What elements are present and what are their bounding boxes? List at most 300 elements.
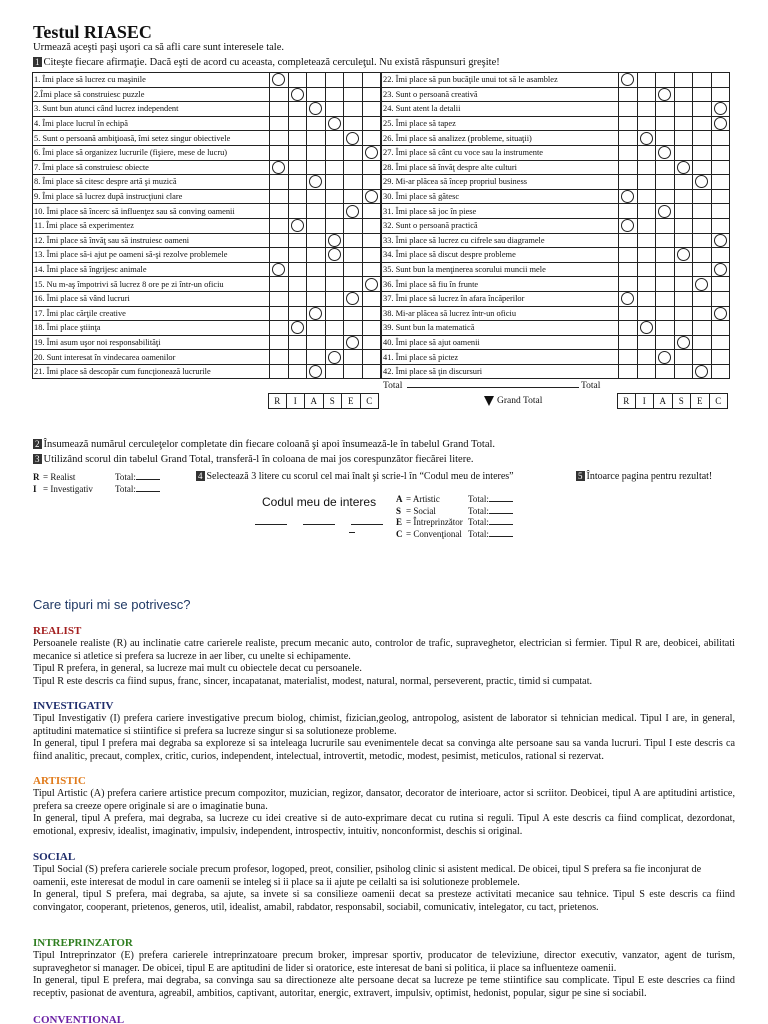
answer-cell[interactable] xyxy=(344,335,363,350)
answer-circle[interactable] xyxy=(328,248,341,261)
answer-cell xyxy=(362,204,381,219)
answer-cell xyxy=(325,73,344,88)
answer-circle[interactable] xyxy=(309,102,322,115)
answer-cell xyxy=(674,277,693,292)
question-label: 22. Îmi place să pun bucăţile unui tot să le asamblez xyxy=(382,73,619,88)
answer-cell xyxy=(362,291,381,306)
answer-cell xyxy=(619,233,638,248)
answer-circle[interactable] xyxy=(328,234,341,247)
answer-cell xyxy=(362,175,381,190)
answer-cell xyxy=(693,131,712,146)
step-1-number: 1 xyxy=(35,57,40,67)
answer-cell xyxy=(693,87,712,102)
answer-cell xyxy=(656,306,675,321)
answer-circle[interactable] xyxy=(272,161,285,174)
answer-circle[interactable] xyxy=(714,234,727,247)
answer-cell[interactable] xyxy=(325,248,344,263)
answer-cell xyxy=(637,87,656,102)
step-5-text: Întoarce pagina pentru rezultat! xyxy=(586,471,713,482)
answer-circle[interactable] xyxy=(714,102,727,115)
answer-cell[interactable] xyxy=(362,277,381,292)
section-heading: ARTISTIC xyxy=(33,775,86,787)
answer-cell xyxy=(619,160,638,175)
question-row xyxy=(33,218,381,233)
section-heading: CONVENTIONAL xyxy=(33,1014,125,1024)
answer-cell xyxy=(307,131,326,146)
answer-cell xyxy=(674,291,693,306)
question-row xyxy=(33,262,381,277)
answer-circle[interactable] xyxy=(714,307,727,320)
answer-cell xyxy=(656,175,675,190)
answer-circle[interactable] xyxy=(658,351,671,364)
answer-cell xyxy=(325,218,344,233)
riasec-letter: I xyxy=(636,393,655,409)
answer-cell xyxy=(637,204,656,219)
answer-cell[interactable] xyxy=(288,218,307,233)
answer-cell xyxy=(307,248,326,263)
answer-cell[interactable] xyxy=(619,189,638,204)
answer-cell xyxy=(619,204,638,219)
answer-cell[interactable] xyxy=(711,116,730,131)
answer-cell xyxy=(711,204,730,219)
answer-cell xyxy=(711,335,730,350)
score-left xyxy=(33,471,160,495)
answer-cell[interactable] xyxy=(637,321,656,336)
question-row xyxy=(382,248,730,263)
question-row xyxy=(382,350,730,365)
left-riasec-letters xyxy=(268,393,379,409)
answer-cell[interactable] xyxy=(619,73,638,88)
answer-cell[interactable] xyxy=(711,306,730,321)
riasec-letter: S xyxy=(673,393,692,409)
answer-cell xyxy=(637,277,656,292)
question-label: 23. Sunt o persoană creativă xyxy=(382,87,619,102)
answer-cell xyxy=(307,87,326,102)
answer-cell[interactable] xyxy=(270,73,289,88)
answer-cell xyxy=(656,102,675,117)
answer-cell xyxy=(288,233,307,248)
answer-cell xyxy=(619,175,638,190)
question-label: 20. Sunt interesat în vindecarea oamenilor xyxy=(33,350,270,365)
answer-cell xyxy=(711,73,730,88)
answer-cell[interactable] xyxy=(711,233,730,248)
question-row xyxy=(33,116,381,131)
answer-cell xyxy=(362,321,381,336)
answer-cell xyxy=(693,233,712,248)
answer-cell[interactable] xyxy=(325,233,344,248)
code-blanks[interactable] xyxy=(255,512,383,530)
answer-cell[interactable] xyxy=(674,248,693,263)
question-label: 40. Îmi place să ajut oamenii xyxy=(382,335,619,350)
answer-circle[interactable] xyxy=(291,321,304,334)
section-text: Tipul Investigativ (I) prefera cariere investigative precum biolog, chimist, fizician,geolog, antropolog, asistent de laborator si tehnician medical. Tipul I are, in general, aptitudini matematice si stiintifice si prefera sa lucreze singur si sa solutioneze probleme. In general, tipul I prefera mai degraba sa exploreze si sa inteleaga lucrurile sau evenimentele decat sa convinga alte persoane sau sa vanda lucruri. Tipul I este descris ca fiind analitic, precaut, complex, critic, curios, independent, intelectual, introvertit, metodic, modest, pesimist, meticulos, rational si rezervat. xyxy=(33,713,735,762)
answer-cell xyxy=(344,218,363,233)
score-row: S= Social Total: xyxy=(396,506,513,518)
answer-circle[interactable] xyxy=(677,248,690,261)
left-questions-table xyxy=(32,72,381,379)
answer-cell xyxy=(344,189,363,204)
answer-cell xyxy=(307,233,326,248)
question-row xyxy=(382,116,730,131)
answer-cell[interactable] xyxy=(656,350,675,365)
answer-cell xyxy=(288,116,307,131)
answer-circle[interactable] xyxy=(328,351,341,364)
answer-cell xyxy=(325,277,344,292)
question-row xyxy=(382,131,730,146)
question-label: 11. Îmi place să experimentez xyxy=(33,218,270,233)
answer-cell xyxy=(270,189,289,204)
answer-cell[interactable] xyxy=(325,350,344,365)
riasec-letter: A xyxy=(654,393,673,409)
answer-cell xyxy=(656,248,675,263)
answer-cell xyxy=(674,233,693,248)
answer-cell xyxy=(288,335,307,350)
answer-cell xyxy=(270,87,289,102)
question-row xyxy=(33,291,381,306)
answer-cell[interactable] xyxy=(362,189,381,204)
answer-cell[interactable] xyxy=(619,291,638,306)
answer-cell xyxy=(325,335,344,350)
answer-cell xyxy=(656,335,675,350)
question-label: 18. Îmi place ştiinţa xyxy=(33,321,270,336)
answer-cell xyxy=(344,306,363,321)
answer-cell[interactable] xyxy=(270,160,289,175)
answer-cell xyxy=(674,306,693,321)
answer-cell xyxy=(674,204,693,219)
answer-cell[interactable] xyxy=(711,102,730,117)
answer-cell xyxy=(619,364,638,379)
answer-cell xyxy=(270,233,289,248)
answer-cell[interactable] xyxy=(656,145,675,160)
answer-cell[interactable] xyxy=(307,306,326,321)
answer-cell xyxy=(693,116,712,131)
answer-circle[interactable] xyxy=(621,73,634,86)
answer-cell xyxy=(270,306,289,321)
answer-cell xyxy=(362,350,381,365)
answer-circle[interactable] xyxy=(291,88,304,101)
answer-cell xyxy=(619,131,638,146)
answer-circle[interactable] xyxy=(621,292,634,305)
answer-cell[interactable] xyxy=(325,116,344,131)
answer-cell xyxy=(288,189,307,204)
section-heading: REALIST xyxy=(33,625,82,637)
answer-cell xyxy=(674,262,693,277)
question-label: 19. Îmi asum uşor noi responsabilităţi xyxy=(33,335,270,350)
section-heading: INVESTIGATIV xyxy=(33,700,114,712)
step-4-text: Selectează 3 litere cu scorul cel mai înalt şi scrie-l în “Codul meu de interes” xyxy=(206,471,514,482)
answer-circle[interactable] xyxy=(291,219,304,232)
answer-cell xyxy=(637,145,656,160)
answer-cell xyxy=(362,160,381,175)
answer-cell xyxy=(637,262,656,277)
answer-cell xyxy=(344,73,363,88)
grand-total-label: Grand Total xyxy=(497,396,543,406)
answer-cell xyxy=(674,131,693,146)
answer-cell xyxy=(362,131,381,146)
answer-cell[interactable] xyxy=(674,335,693,350)
answer-cell xyxy=(288,364,307,379)
answer-cell[interactable] xyxy=(637,131,656,146)
answer-cell xyxy=(344,116,363,131)
answer-cell xyxy=(270,291,289,306)
answer-cell xyxy=(288,291,307,306)
answer-cell xyxy=(307,335,326,350)
answer-cell xyxy=(637,306,656,321)
question-label: 14. Îmi place să îngrijesc animale xyxy=(33,262,270,277)
answer-cell xyxy=(307,145,326,160)
question-row xyxy=(382,204,730,219)
question-label: 38. Mi-ar plăcea să lucrez într-un oficiu xyxy=(382,306,619,321)
answer-cell xyxy=(270,248,289,263)
answer-circle[interactable] xyxy=(714,263,727,276)
question-heading: Care tipuri mi se potrivesc? xyxy=(33,597,191,612)
question-row xyxy=(33,73,381,88)
answer-cell xyxy=(362,335,381,350)
answer-circle[interactable] xyxy=(658,146,671,159)
answer-cell xyxy=(325,262,344,277)
answer-circle[interactable] xyxy=(658,88,671,101)
answer-cell[interactable] xyxy=(674,160,693,175)
answer-circle[interactable] xyxy=(695,175,708,188)
answer-circle[interactable] xyxy=(640,321,653,334)
answer-cell xyxy=(325,145,344,160)
answer-circle[interactable] xyxy=(640,132,653,145)
answer-cell[interactable] xyxy=(307,102,326,117)
answer-circle[interactable] xyxy=(346,132,359,145)
answer-cell xyxy=(325,175,344,190)
question-label: 34. Îmi place să discut despre probleme xyxy=(382,248,619,263)
answer-cell xyxy=(307,204,326,219)
answer-cell xyxy=(307,189,326,204)
answer-cell xyxy=(325,306,344,321)
section-text: Persoanele realiste (R) au inclinatie catre carierele realiste, precum mecanic auto, controlor de trafic, supraveghetor, electrician si fermier. Tipul R are, deobicei, abilitati mecanice si atletice si prefera sa lucreze in aer liber, cu unelte si echipamente. Tipul R prefera, in general, sa lucreze mai mult cu obiectele decat cu persoanele. Tipul R este descris ca fiind supus, franc, sincer, incapatanat, materialist, modest, natural, normal, perseverent, practic, timid si cumpatat. xyxy=(33,638,735,687)
question-label: 16. Îmi place să vând lucruri xyxy=(33,291,270,306)
answer-cell xyxy=(325,321,344,336)
answer-cell[interactable] xyxy=(307,364,326,379)
question-label: 21. Îmi place să descopăr cum funcţionează lucrurile xyxy=(33,364,270,379)
answer-cell xyxy=(711,131,730,146)
answer-cell xyxy=(288,204,307,219)
answer-circle[interactable] xyxy=(346,292,359,305)
answer-cell[interactable] xyxy=(693,175,712,190)
answer-cell xyxy=(693,262,712,277)
answer-cell xyxy=(325,160,344,175)
answer-circle[interactable] xyxy=(677,161,690,174)
question-label: 4. Îmi place lucrul în echipă xyxy=(33,116,270,131)
answer-cell xyxy=(674,350,693,365)
answer-circle[interactable] xyxy=(272,263,285,276)
answer-circle[interactable] xyxy=(621,190,634,203)
question-label: 29. Mi-ar plăcea să încep propriul business xyxy=(382,175,619,190)
right-questions-table xyxy=(381,72,730,379)
answer-cell xyxy=(344,364,363,379)
answer-cell xyxy=(325,204,344,219)
answer-cell xyxy=(711,291,730,306)
answer-cell xyxy=(674,87,693,102)
answer-circle[interactable] xyxy=(695,365,708,378)
question-row xyxy=(33,350,381,365)
riasec-letter: E xyxy=(691,393,710,409)
question-row xyxy=(33,364,381,379)
answer-cell xyxy=(674,73,693,88)
answer-circle[interactable] xyxy=(346,205,359,218)
answer-cell[interactable] xyxy=(344,131,363,146)
answer-cell xyxy=(362,262,381,277)
answer-cell xyxy=(656,189,675,204)
answer-cell xyxy=(344,233,363,248)
answer-cell xyxy=(619,102,638,117)
answer-cell xyxy=(693,73,712,88)
answer-circle[interactable] xyxy=(309,307,322,320)
answer-cell xyxy=(325,189,344,204)
answer-cell[interactable] xyxy=(362,145,381,160)
answer-cell xyxy=(307,262,326,277)
answer-circle[interactable] xyxy=(714,117,727,130)
answer-cell xyxy=(674,102,693,117)
answer-circle[interactable] xyxy=(658,205,671,218)
subtitle: Urmează aceşti paşi uşori ca să afli care sunt interesele tale. xyxy=(33,42,285,53)
answer-circle[interactable] xyxy=(677,336,690,349)
question-label: 27. Îmi place să cânt cu voce sau la instrumente xyxy=(382,145,619,160)
answer-cell xyxy=(637,102,656,117)
score-row: A= Artistic Total: xyxy=(396,494,513,506)
riasec-letter: C xyxy=(361,393,380,409)
answer-cell xyxy=(288,145,307,160)
question-row xyxy=(382,233,730,248)
arrow-down-icon xyxy=(484,396,494,406)
riasec-letter: R xyxy=(268,393,287,409)
answer-cell[interactable] xyxy=(693,277,712,292)
answer-cell[interactable] xyxy=(307,175,326,190)
question-row xyxy=(33,145,381,160)
section-heading: SOCIAL xyxy=(33,851,76,863)
answer-circle[interactable] xyxy=(365,190,378,203)
answer-cell[interactable] xyxy=(656,87,675,102)
answer-cell xyxy=(637,350,656,365)
question-label: 31. Îmi place să joc în piese xyxy=(382,204,619,219)
answer-cell xyxy=(693,102,712,117)
answer-cell xyxy=(362,248,381,263)
answer-cell xyxy=(288,131,307,146)
total-line xyxy=(407,387,579,388)
question-row xyxy=(33,175,381,190)
answer-cell xyxy=(325,87,344,102)
answer-circle[interactable] xyxy=(365,278,378,291)
answer-cell xyxy=(344,350,363,365)
score-row: C= Convenţional Total: xyxy=(396,529,513,541)
answer-cell[interactable] xyxy=(270,262,289,277)
answer-cell xyxy=(362,102,381,117)
answer-cell xyxy=(693,204,712,219)
question-label: 26. Îmi place să analizez (probleme, situaţii) xyxy=(382,131,619,146)
answer-cell xyxy=(656,131,675,146)
answer-cell xyxy=(637,218,656,233)
answer-cell xyxy=(693,145,712,160)
answer-circle[interactable] xyxy=(621,219,634,232)
answer-cell xyxy=(325,364,344,379)
page-title: Testul RIASEC xyxy=(33,22,152,42)
answer-cell xyxy=(693,335,712,350)
answer-circle[interactable] xyxy=(695,278,708,291)
answer-cell xyxy=(270,335,289,350)
answer-cell xyxy=(325,102,344,117)
total-left-label: Total xyxy=(383,381,403,391)
answer-cell xyxy=(637,116,656,131)
answer-cell xyxy=(656,233,675,248)
answer-circle[interactable] xyxy=(272,73,285,86)
answer-circle[interactable] xyxy=(346,336,359,349)
answer-cell xyxy=(325,291,344,306)
answer-cell xyxy=(711,277,730,292)
answer-cell xyxy=(344,160,363,175)
question-label: 37. Îmi place să lucrez în afara încăperilor xyxy=(382,291,619,306)
step-3 xyxy=(33,454,474,465)
question-label: 9. Îmi place să lucrez după instrucţiuni clare xyxy=(33,189,270,204)
answer-circle[interactable] xyxy=(365,146,378,159)
answer-cell xyxy=(674,116,693,131)
answer-cell[interactable] xyxy=(693,364,712,379)
answer-cell xyxy=(362,306,381,321)
question-row xyxy=(382,87,730,102)
step-2-text: Însumează numărul cerculeţelor completate din fiecare coloană şi apoi însumează-le în tabelul Grand Total. xyxy=(43,439,496,450)
step-4-number: 4 xyxy=(198,471,203,481)
question-row xyxy=(33,233,381,248)
question-row xyxy=(382,277,730,292)
answer-cell xyxy=(693,321,712,336)
answer-cell xyxy=(619,262,638,277)
answer-cell xyxy=(656,73,675,88)
question-row xyxy=(33,335,381,350)
answer-cell xyxy=(270,116,289,131)
answer-cell xyxy=(637,364,656,379)
answer-cell xyxy=(656,321,675,336)
answer-cell xyxy=(344,248,363,263)
answer-cell xyxy=(637,248,656,263)
answer-circle[interactable] xyxy=(328,117,341,130)
answer-circle[interactable] xyxy=(309,175,322,188)
step-2 xyxy=(33,439,495,450)
answer-cell xyxy=(270,350,289,365)
question-label: 35. Sunt bun la menţinerea scorului muncii mele xyxy=(382,262,619,277)
answer-circle[interactable] xyxy=(309,365,322,378)
answer-cell xyxy=(711,218,730,233)
answer-cell xyxy=(637,175,656,190)
answer-cell xyxy=(693,160,712,175)
question-label: 39. Sunt bun la matematică xyxy=(382,321,619,336)
answer-cell xyxy=(344,262,363,277)
answer-cell[interactable] xyxy=(619,218,638,233)
answer-cell[interactable] xyxy=(288,321,307,336)
question-row xyxy=(382,160,730,175)
question-label: 13. Îmi place să-i ajut pe oameni să-şi rezolve problemele xyxy=(33,248,270,263)
answer-cell[interactable] xyxy=(711,262,730,277)
answer-cell xyxy=(619,87,638,102)
step-5 xyxy=(576,471,712,482)
answer-cell xyxy=(344,321,363,336)
question-row xyxy=(382,335,730,350)
answer-cell xyxy=(711,248,730,263)
answer-cell xyxy=(693,218,712,233)
answer-cell[interactable] xyxy=(288,87,307,102)
riasec-letter: E xyxy=(342,393,361,409)
answer-cell[interactable] xyxy=(344,204,363,219)
score-right xyxy=(396,494,513,540)
answer-cell[interactable] xyxy=(656,204,675,219)
answer-cell[interactable] xyxy=(344,291,363,306)
question-row xyxy=(382,364,730,379)
question-row xyxy=(382,218,730,233)
answer-cell xyxy=(362,364,381,379)
